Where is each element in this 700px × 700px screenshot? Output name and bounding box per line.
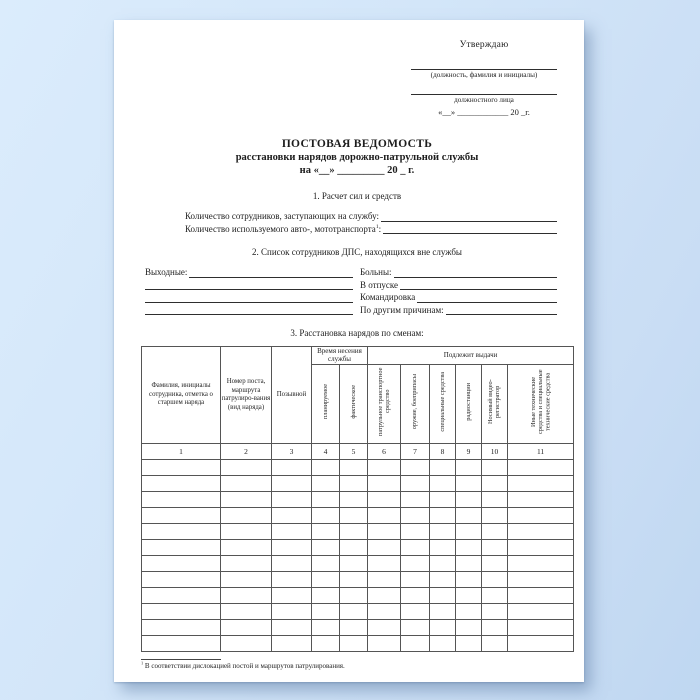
table-cell-empty bbox=[340, 508, 368, 524]
table-cell-empty bbox=[272, 492, 312, 508]
table-cell-empty bbox=[508, 508, 574, 524]
table-cell-empty bbox=[482, 572, 508, 588]
table-cell-empty bbox=[272, 556, 312, 572]
col-header-patrol-vehicle: патрульное транспортное средство bbox=[368, 365, 401, 444]
group-header-to-be-issued: Подлежит выдачи bbox=[368, 347, 574, 365]
column-number: 8 bbox=[430, 444, 456, 460]
staff-count-label: Количество сотрудников, заступающих на службу: bbox=[185, 211, 380, 221]
fill-in-line bbox=[145, 304, 353, 316]
table-cell-empty bbox=[221, 540, 272, 556]
column-number: 9 bbox=[456, 444, 482, 460]
table-cell-empty bbox=[508, 476, 574, 492]
title-date-line: на «__» _________ 20 _ г. bbox=[299, 165, 415, 176]
table-cell-empty bbox=[142, 620, 221, 636]
table-cell-empty bbox=[312, 460, 340, 476]
table-cell-empty bbox=[340, 540, 368, 556]
col-header-other-technical: Иные технические средства и специальные технические средства bbox=[508, 365, 574, 444]
fill-in-line bbox=[446, 304, 557, 316]
footnote-text: $^1$ В соответствии дислокацией постой и маршрутов патрулирования. bbox=[141, 661, 345, 671]
column-number: 3 bbox=[272, 444, 312, 460]
sick-row bbox=[360, 266, 557, 279]
table-cell-empty bbox=[142, 556, 221, 572]
table-row bbox=[142, 476, 574, 492]
table-cell-empty bbox=[368, 476, 401, 492]
footnote-ref: 1 bbox=[141, 661, 144, 667]
table-row bbox=[142, 508, 574, 524]
table-cell-empty bbox=[456, 476, 482, 492]
table-cell-empty bbox=[368, 588, 401, 604]
fill-in-line bbox=[400, 279, 557, 291]
table-cell-empty bbox=[482, 604, 508, 620]
table-cell-empty bbox=[272, 588, 312, 604]
section1-heading: 1. Расчет сил и средств bbox=[312, 191, 402, 201]
table-cell-empty bbox=[312, 572, 340, 588]
table-cell-empty bbox=[508, 604, 574, 620]
table-cell-empty bbox=[272, 524, 312, 540]
business-trip-label: Командировка bbox=[360, 292, 416, 302]
table-cell-empty bbox=[456, 604, 482, 620]
table-cell-empty bbox=[312, 524, 340, 540]
group-header-duty-time: Время несения службы bbox=[312, 347, 368, 365]
weekend-label: Выходные: bbox=[145, 267, 188, 277]
table-cell-empty bbox=[312, 620, 340, 636]
table-cell-empty bbox=[312, 476, 340, 492]
table-cell-empty bbox=[401, 620, 430, 636]
table-cell-empty bbox=[312, 508, 340, 524]
table-cell-empty bbox=[430, 476, 456, 492]
table-cell-empty bbox=[142, 636, 221, 652]
other-reasons-row bbox=[360, 304, 557, 317]
table-cell-empty bbox=[508, 588, 574, 604]
document-title bbox=[141, 138, 573, 176]
table-cell-empty bbox=[430, 588, 456, 604]
table-cell-empty bbox=[272, 508, 312, 524]
sick-label: Больны: bbox=[360, 267, 392, 277]
table-row bbox=[142, 492, 574, 508]
table-cell-empty bbox=[340, 556, 368, 572]
table-cell-empty bbox=[142, 524, 221, 540]
weekend-row bbox=[145, 266, 353, 279]
col-header-weapons: оружие, боеприпасы bbox=[401, 365, 430, 444]
weekend-extra-lines bbox=[145, 279, 353, 317]
table-row bbox=[142, 524, 574, 540]
table-cell-empty bbox=[340, 476, 368, 492]
table-cell-empty bbox=[368, 508, 401, 524]
section3-heading: 3. Расстановка нарядов по сменам: bbox=[290, 328, 424, 338]
table-cell-empty bbox=[368, 556, 401, 572]
table-header-group-row bbox=[142, 347, 574, 365]
fill-in-line bbox=[145, 291, 353, 303]
other-reasons-label: По другим причинам: bbox=[360, 304, 444, 315]
column-number: 6 bbox=[368, 444, 401, 460]
table-cell-empty bbox=[142, 540, 221, 556]
table-cell-empty bbox=[401, 524, 430, 540]
table-cell-empty bbox=[340, 572, 368, 588]
table-cell-empty bbox=[221, 636, 272, 652]
table-cell-empty bbox=[456, 540, 482, 556]
table-cell-empty bbox=[482, 540, 508, 556]
blank-fill-row bbox=[145, 304, 353, 317]
table-cell-empty bbox=[312, 588, 340, 604]
table-cell-empty bbox=[456, 588, 482, 604]
table-cell-empty bbox=[456, 556, 482, 572]
document-page bbox=[114, 20, 584, 682]
table-cell-empty bbox=[312, 636, 340, 652]
table-cell-empty bbox=[508, 460, 574, 476]
column-number: 4 bbox=[312, 444, 340, 460]
column-number: 10 bbox=[482, 444, 508, 460]
blank-fill-row bbox=[145, 291, 353, 304]
vacation-label: В отпуске bbox=[360, 279, 399, 290]
staff-count-row bbox=[185, 210, 557, 223]
table-cell-empty bbox=[401, 636, 430, 652]
table-cell-empty bbox=[430, 572, 456, 588]
table-cell-empty bbox=[368, 636, 401, 652]
approve-date-line: «__» ____________ 20 _г. bbox=[438, 107, 530, 117]
table-body bbox=[142, 460, 574, 652]
table-cell-empty bbox=[508, 524, 574, 540]
footnote-rule bbox=[141, 659, 221, 660]
table-cell-empty bbox=[221, 604, 272, 620]
vacation-row bbox=[360, 279, 557, 292]
table-cell-empty bbox=[456, 636, 482, 652]
weekend-column bbox=[145, 266, 353, 316]
column-number: 2 bbox=[221, 444, 272, 460]
table-cell-empty bbox=[340, 620, 368, 636]
fill-in-line bbox=[394, 266, 557, 278]
col-header-special-means: специальные средства bbox=[430, 365, 456, 444]
table-cell-empty bbox=[312, 556, 340, 572]
table-row bbox=[142, 620, 574, 636]
column-number: 5 bbox=[340, 444, 368, 460]
table-row bbox=[142, 588, 574, 604]
table-cell-empty bbox=[508, 540, 574, 556]
table-cell-empty bbox=[272, 476, 312, 492]
table-cell-empty bbox=[340, 524, 368, 540]
col-header-planned: планируемое bbox=[312, 365, 340, 444]
table-column-numbers-row bbox=[142, 444, 574, 460]
table-cell-empty bbox=[142, 604, 221, 620]
table-cell-empty bbox=[221, 460, 272, 476]
table-cell-empty bbox=[142, 572, 221, 588]
table-cell-empty bbox=[482, 508, 508, 524]
table-cell-empty bbox=[508, 572, 574, 588]
table-cell-empty bbox=[401, 508, 430, 524]
table-cell-empty bbox=[221, 588, 272, 604]
table-cell-empty bbox=[401, 492, 430, 508]
table-cell-empty bbox=[312, 492, 340, 508]
table-cell-empty bbox=[401, 572, 430, 588]
table-cell-empty bbox=[456, 572, 482, 588]
table-cell-empty bbox=[401, 588, 430, 604]
table-cell-empty bbox=[456, 460, 482, 476]
table-cell-empty bbox=[430, 492, 456, 508]
col-header-actual: фактическое bbox=[340, 365, 368, 444]
footnote-ref: 1 bbox=[375, 223, 379, 230]
table-cell-empty bbox=[272, 636, 312, 652]
table-cell-empty bbox=[368, 572, 401, 588]
table-row bbox=[142, 604, 574, 620]
table-cell-empty bbox=[401, 556, 430, 572]
table-cell-empty bbox=[340, 604, 368, 620]
table-cell-empty bbox=[142, 476, 221, 492]
table-cell-empty bbox=[221, 620, 272, 636]
fill-in-line bbox=[381, 210, 557, 222]
fill-in-line bbox=[383, 223, 557, 235]
table-cell-empty bbox=[456, 620, 482, 636]
table-row bbox=[142, 572, 574, 588]
table-cell-empty bbox=[456, 508, 482, 524]
section2-heading: 2. Список сотрудников ДПС, находящихся вне службы bbox=[252, 247, 462, 257]
table-cell-empty bbox=[272, 604, 312, 620]
table-cell-empty bbox=[508, 556, 574, 572]
table-cell-empty bbox=[508, 492, 574, 508]
table-cell-empty bbox=[430, 556, 456, 572]
table-cell-empty bbox=[430, 604, 456, 620]
table-row bbox=[142, 636, 574, 652]
table-cell-empty bbox=[221, 476, 272, 492]
title-line-2: расстановки нарядов дорожно-патрульной службы bbox=[235, 152, 479, 163]
table-cell-empty bbox=[368, 524, 401, 540]
table-cell-empty bbox=[368, 460, 401, 476]
column-number: 11 bbox=[508, 444, 574, 460]
table-cell-empty bbox=[482, 460, 508, 476]
table-cell-empty bbox=[272, 460, 312, 476]
table-cell-empty bbox=[221, 556, 272, 572]
table-cell-empty bbox=[272, 620, 312, 636]
column-number: 7 bbox=[401, 444, 430, 460]
signature-caption-official: должностного лица bbox=[454, 96, 514, 104]
table-cell-empty bbox=[430, 620, 456, 636]
table-cell-empty bbox=[272, 540, 312, 556]
table-cell-empty bbox=[401, 540, 430, 556]
vehicle-count-label: Количество используемого авто-, мототранспорта$^1$: bbox=[185, 223, 382, 234]
table-cell-empty bbox=[482, 524, 508, 540]
blank-fill-row bbox=[145, 279, 353, 292]
table-cell-empty bbox=[221, 524, 272, 540]
column-number: 1 bbox=[142, 444, 221, 460]
table-cell-empty bbox=[368, 604, 401, 620]
signature-caption-position: (должность, фамилия и инициалы) bbox=[430, 71, 538, 79]
fill-in-line bbox=[145, 279, 353, 291]
approval-block bbox=[411, 40, 557, 117]
col-header-post-number: Номер поста, маршрута патрулиро-вания (вид наряда) bbox=[221, 347, 272, 444]
table-cell-empty bbox=[312, 604, 340, 620]
table-cell-empty bbox=[401, 476, 430, 492]
business-trip-row bbox=[360, 291, 557, 304]
table-cell-empty bbox=[401, 460, 430, 476]
fill-in-line bbox=[189, 266, 353, 278]
table-cell-empty bbox=[340, 492, 368, 508]
table-cell-empty bbox=[430, 540, 456, 556]
table-cell-empty bbox=[368, 620, 401, 636]
table-cell-empty bbox=[401, 604, 430, 620]
table-cell-empty bbox=[142, 492, 221, 508]
table-cell-empty bbox=[508, 636, 574, 652]
section1-rows bbox=[185, 210, 557, 235]
title-line-1: ПОСТОВАЯ ВЕДОМОСТЬ bbox=[281, 138, 433, 150]
approve-heading: Утверждаю bbox=[459, 40, 509, 50]
fill-in-line bbox=[417, 291, 557, 303]
table-cell-empty bbox=[430, 508, 456, 524]
signature-line bbox=[411, 59, 557, 70]
table-cell-empty bbox=[430, 636, 456, 652]
table-cell-empty bbox=[221, 572, 272, 588]
table-cell-empty bbox=[482, 588, 508, 604]
table-cell-empty bbox=[508, 620, 574, 636]
table-cell-empty bbox=[312, 540, 340, 556]
table-cell-empty bbox=[368, 540, 401, 556]
table-cell-empty bbox=[482, 636, 508, 652]
absence-column bbox=[360, 266, 557, 316]
table-row bbox=[142, 540, 574, 556]
table-cell-empty bbox=[340, 460, 368, 476]
footnote-block bbox=[141, 659, 573, 670]
table-cell-empty bbox=[430, 460, 456, 476]
section2-columns bbox=[145, 266, 557, 316]
table-cell-empty bbox=[340, 636, 368, 652]
table-row bbox=[142, 460, 574, 476]
table-cell-empty bbox=[142, 508, 221, 524]
col-header-radios: радиостанции bbox=[456, 365, 482, 444]
table-cell-empty bbox=[272, 572, 312, 588]
vehicle-count-row bbox=[185, 223, 557, 236]
table-cell-empty bbox=[482, 492, 508, 508]
shift-assignment-table bbox=[141, 346, 574, 652]
col-header-name: Фамилия, инициалы сотрудника, отметка о старшем наряда bbox=[142, 347, 221, 444]
signature-line bbox=[411, 85, 557, 95]
table-cell-empty bbox=[482, 476, 508, 492]
table-cell-empty bbox=[340, 588, 368, 604]
table-cell-empty bbox=[482, 620, 508, 636]
table-row bbox=[142, 556, 574, 572]
table-cell-empty bbox=[482, 556, 508, 572]
table-cell-empty bbox=[430, 524, 456, 540]
table-cell-empty bbox=[368, 492, 401, 508]
table-cell-empty bbox=[142, 588, 221, 604]
table-cell-empty bbox=[456, 492, 482, 508]
table-cell-empty bbox=[142, 460, 221, 476]
table-cell-empty bbox=[456, 524, 482, 540]
col-header-video-recorder: Носимый видео-регистратор bbox=[482, 365, 508, 444]
table-cell-empty bbox=[221, 508, 272, 524]
table-cell-empty bbox=[221, 492, 272, 508]
col-header-callsign: Позывной bbox=[272, 347, 312, 444]
